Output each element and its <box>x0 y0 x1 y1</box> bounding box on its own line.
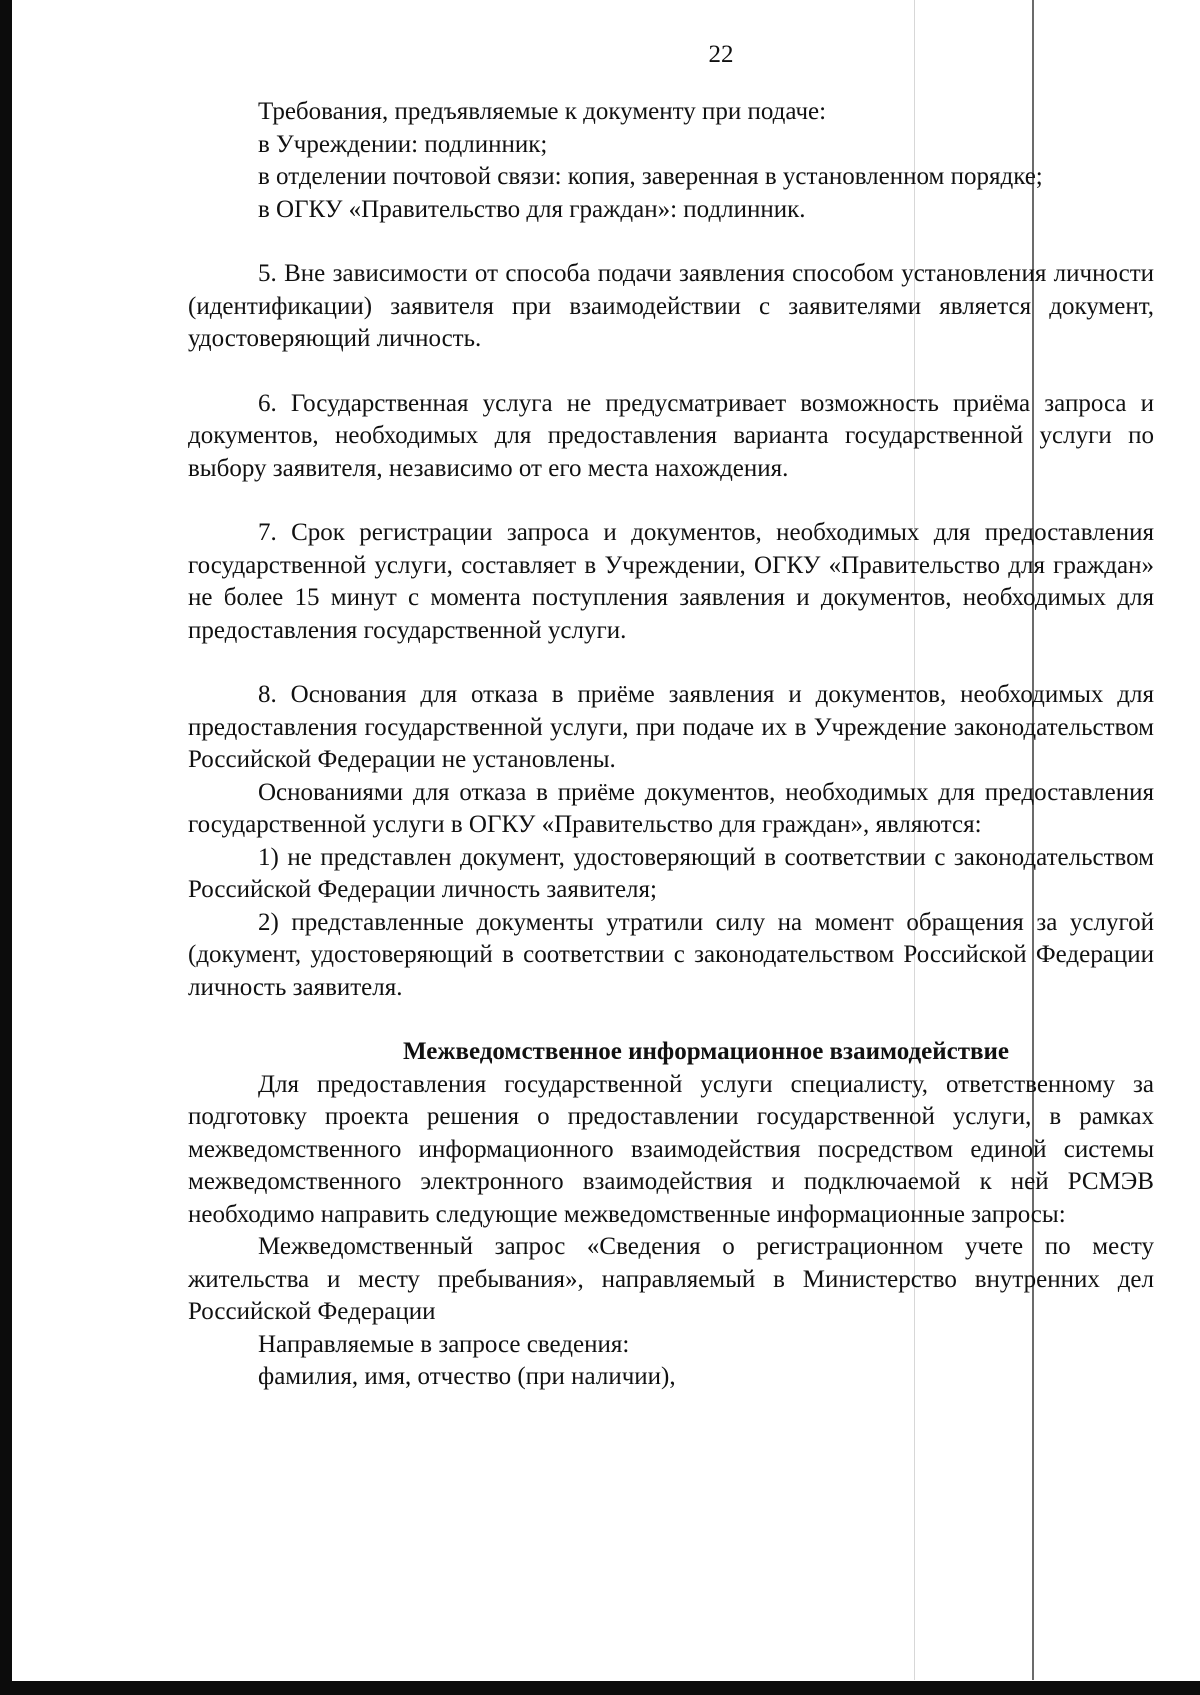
interagency-paragraph-1: Для предоставления государственной услуги специалисту, ответственному за подготовку проекта решения о предоставлении государственной услуги, в рамках межведомственного информационного взаимодействия посредством единой системы межведомственного электронного взаимодействия и подключаемой к ней РСМЭВ необходимо направить следующие межведомственные информационные запросы: <box>188 1070 1154 1228</box>
requirements-intro: Требования, предъявляемые к документу при подаче: <box>258 98 827 125</box>
paragraph-8: 8. Основания для отказа в приёме заявления и документов, необходимых для предоставления государственной услуги, при подаче их в Учреждение законодательством Российской Федерации не установлены. <box>188 681 1154 773</box>
paragraph-5: 5. Вне зависимости от способа подачи заявления способом установления личности (идентификации) заявителя при взаимодействии с заявителями является документ, удостоверяющий личность. <box>188 260 1154 352</box>
document-page <box>188 30 1154 1394</box>
paragraph-7: 7. Срок регистрации запроса и документов, необходимых для предоставления государственной услуги, составляет в Учреждении, ОГКУ «Правительство для граждан» не более 15 минут с момента поступления заявления и документов, необходимых для предоставления государственной услуги. <box>188 519 1154 644</box>
requirements-line-institution: в Учреждении: подлинник; <box>258 130 548 158</box>
paragraph-8-item-2: 2) представленные документы утратили силу на момент обращения за услугой (документ, удостоверяющий в соответствии с законодательством Российской Федерации личность заявителя. <box>188 908 1154 1001</box>
page-number: 22 <box>708 41 734 68</box>
interagency-paragraph-3: Направляемые в запросе сведения: <box>258 1330 630 1358</box>
interagency-paragraph-2: Межведомственный запрос «Сведения о регистрационном учете по месту жительства и месту пребывания», направляемый в Министерство внутренних дел Российской Федерации <box>188 1233 1154 1325</box>
section-heading: Межведомственное информационное взаимодействие <box>403 1038 1009 1065</box>
scan-bottom-border <box>0 1681 1200 1695</box>
requirements-line-ogku: в ОГКУ «Правительство для граждан»: подлинник. <box>258 195 806 223</box>
paragraph-8-item-1: 1) не представлен документ, удостоверяющий в соответствии с законодательством Российской Федерации личность заявителя; <box>188 843 1154 903</box>
scan-left-border <box>0 0 12 1695</box>
requirements-line-post: в отделении почтовой связи: копия, заверенная в установленном порядке; <box>258 163 1043 190</box>
requirements-block <box>188 96 1154 226</box>
paragraph-6: 6. Государственная услуга не предусматривает возможность приёма запроса и документов, необходимых для предоставления варианта государственной услуги по выбору заявителя, независимо от его места нахождения. <box>188 389 1154 482</box>
interagency-paragraph-4: фамилия, имя, отчество (при наличии), <box>258 1363 676 1390</box>
paragraph-8-grounds: Основаниями для отказа в приёме документов, необходимых для предоставления государственной услуги в ОГКУ «Правительство для граждан», являются: <box>188 778 1154 838</box>
